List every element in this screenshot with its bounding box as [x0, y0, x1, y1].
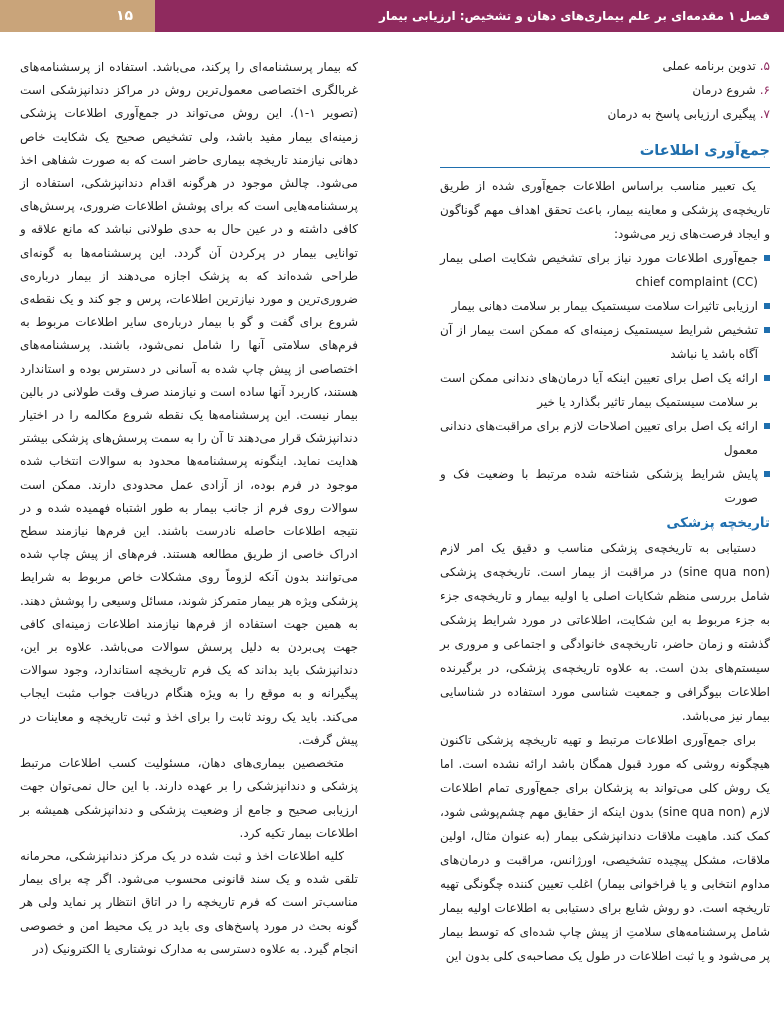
- body-paragraph: که بیمار پرسشنامه‌ای را پرکند، می‌باشد. استفاده از پرسشنامه‌های غربالگری اختصاصی معمول‌ترین روش در مراکز دندانپزشکی است (تصویر ۱-۱). این روش می‌تواند در جمع‌آوری اطلاعات پزشکی زمینه‌ای بیمار مفید باشد، ولی تشخیص صحیح یک شکایت خاص دهانی نیازمند تاریخچه بیماری حاضر است که به صورت شفاهی اخذ می‌شود. چالش موجود در هرگونه اقدام دندانپزشکی، استفاده از پرسشنامه‌هایی است که برای پوشش اطلاعات ضروری، پرسش‌های کافی داشته و در عین حال به حدی طولانی نباشد که مانع علاقه و توانایی بیمار در پرکردن آن گردد. این پرسشنامه‌ها به گونه‌ای طراحی شده‌اند که به پزشک اجازه می‌دهند از بیمار درباره‌ی ضروری‌ترین و مورد نیازترین اطلاعات، پرس و جو کند و یک نقطه‌ی شروع برای گفت و گو با بیمار درباره‌ی سایر اطلاعات مربوط به فرم‌های سلامتی آنها را شامل نمی‌شود، باشند. پرسشنامه‌های اختصاصی از پیش چاپ شده به آسانی در دسترس بوده و استاندارد هستند، کاربرد آنها ساده است و نیازمند صرف وقت طولانی در بالین بیمار نیست. این پرسشنامه‌ها یک نقطه شروع مکالمه را در اختیار دندانپزشک قرار می‌دهند تا آن را به سمت پرسش‌های پزشکی بیشتر هدایت نماید. اینگونه پرسشنامه‌ها محدود به سوالات انتخاب شده موجود در فرم بوده، از آزادی عمل محدودی دارند. ممکن است سوالات روی فرم از جانب بیمار به طور اشتباه فهمیده شده و در نتیجه اطلاعات حاصله نادرست باشند. این فرم‌ها نیازمند سطح ادراک خاصی از طریق مطالعه هستند. فرم‌های از پیش چاپ شده می‌توانند بدون آنکه لزوماً روی مشکلات خاص مربوط به شرایط پزشکی ویژه هر بیمار متمرکز شوند، مسائل وسیعی را پوشش دهند. به همین جهت استفاده از فرم‌ها نیازمند اطلاعات زمینه‌ای کافی جهت پی‌بردن به دلیل پرسش سوالات می‌باشد. علاوه بر این، دندانپزشک باید بداند که یک فرم تاریخچه استاندارد، وجود سوالات پیگیرانه و به موقع را به ویژه هنگام دریافت جواب مثبت ایجاب می‌کند. باید یک روند ثابت را برای اخذ و ثبت تاریخچه و معاینات در پیش گرفت.: [20, 60, 358, 747]
- bullet-text: پایش شرایط پزشکی شناخته شده مرتبط با وضعیت فک و صورت: [440, 467, 758, 505]
- square-bullet-icon: [764, 303, 770, 309]
- list-item: [440, 102, 770, 126]
- bullet-item: [440, 414, 770, 462]
- list-item: [440, 78, 770, 102]
- square-bullet-icon: [764, 423, 770, 429]
- body-paragraph: دستیابی به تاریخچه‌ی پزشکی مناسب و دقیق یک امر لازم (sine qua non) در مراقبت از بیمار است. تاریخچه‌ی پزشکی شامل بررسی منظم شکایات اصلی یا اولیه بیمار و تاریخچه‌ی جزء به جزء مربوط به این شکایت، اطلاعاتی در مورد شرایط پزشکی گذشته و زمان حاضر، تاریخچه‌ی خانوادگی و اجتماعی و مروری بر سیستم‌های بدن است. به علاوه تاریخچه‌ی پزشکی، در برگیرنده اطلاعات بیوگرافی و جمعیت شناسی مورد استفاده در شناسایی بیمار نیز می‌باشد.: [440, 541, 770, 723]
- section-intro: یک تعبیر مناسب براساس اطلاعات جمع‌آوری شده از طریق تاریخچه‌ی پزشکی و معاینه بیمار، باعث تحقق اهداف مهم گوناگون و ایجاد فرصت‌های زیر می‌شود:: [440, 179, 770, 241]
- body-paragraph: برای جمع‌آوری اطلاعات مرتبط و تهیه تاریخچه پزشکی تاکنون هیچگونه روشی که مورد قبول همگان باشد ارائه نشده است. اما یک روش کلی می‌تواند به پزشکان برای جمع‌آوری تمام اطلاعات لازم (sine qua non) بدون اینکه از حقایق مهم چشم‌پوشی شود، کمک کند. ماهیت ملاقات دندانپزشکی بیمار (به عنوان مثال، اولین ملاقات، مشکل پیچیده تشخیصی، اورژانس، مراقبت و درمان‌های مداوم انتخابی و یا فراخوانی بیمار) اغلب تعیین کننده چگونگی تهیه تاریخچه است. دو روش شایع برای دستیابی به اطلاعات اولیه بیمار شامل پرسشنامه‌های سلامتِ از پیش چاپ شده‌ای که توسط بیمار پر می‌شود و یا ثبت اطلاعات در طول یک مصاحبه‌ی کلی بدون این: [440, 733, 770, 963]
- list-number: ۵.: [759, 59, 770, 73]
- bullet-item: [440, 246, 770, 294]
- bullet-item: [440, 462, 770, 510]
- square-bullet-icon: [764, 255, 770, 261]
- body-paragraph: متخصصین بیماری‌های دهان، مسئولیت کسب اطلاعات مرتبط پزشکی و دندانپزشکی را بر عهده دارند. با این حال نمی‌توان جهت ارزیابی صحیح و جامع از وضعیت پزشکی و دندانپزشکی همیشه بر اطلاعات بیمار تکیه کرد.: [20, 756, 358, 840]
- square-bullet-icon: [764, 375, 770, 381]
- bullet-item: [440, 318, 770, 366]
- square-bullet-icon: [764, 471, 770, 477]
- page-header: [0, 0, 784, 32]
- bullet-text: ارائه یک اصل برای تعیین اینکه آیا درمان‌های دندانی ممکن است بر سلامت سیستمیک بیمار تاثیر بگذارد یا خیر: [440, 371, 758, 409]
- list-text: شروع درمان: [692, 83, 760, 97]
- section-heading: جمع‌آوری اطلاعات: [440, 140, 770, 168]
- subsection-heading: تاریخچه پزشکی: [666, 515, 770, 531]
- left-column: [20, 56, 358, 961]
- list-number: ۶.: [759, 83, 770, 97]
- list-text: تدوین برنامه عملی: [662, 59, 760, 73]
- bullet-text: ارائه یک اصل برای تعیین اصلاحات لازم برای مراقبت‌های دندانی معمول: [440, 419, 758, 457]
- bullet-text: جمع‌آوری اطلاعات مورد نیاز برای تشخیص شکایت اصلی بیمار chief complaint (CC): [440, 251, 758, 289]
- list-item: [440, 54, 770, 78]
- chapter-title: فصل ۱ مقدمه‌ای بر علم بیماری‌های دهان و تشخیص: ارزیابی بیمار: [378, 9, 770, 23]
- bullet-item: [440, 366, 770, 414]
- numbered-list: [440, 54, 770, 126]
- right-column: [440, 54, 770, 968]
- square-bullet-icon: [764, 327, 770, 333]
- bullet-text: ارزیابی تاثیرات سلامت سیستمیک بیمار بر سلامت دهانی بیمار: [451, 299, 758, 313]
- bullet-item: [440, 294, 770, 318]
- body-paragraph: کلیه اطلاعات اخذ و ثبت شده در یک مرکز دندانپزشکی، محرمانه تلقی شده و یک سند قانونی محسوب می‌شود. اگر چه برای بیمار مناسب‌تر است که فرم تاریخچه را در اتاق انتظار پر نماید ولی هر گونه بحث در مورد پاسخ‌های وی باید در یک محیط امن و خصوصی انجام گیرد. به علاوه دسترسی به مدارک نوشتاری یا الکترونیک (در: [20, 848, 358, 956]
- list-text: پیگیری ارزیابی پاسخ به درمان: [607, 107, 760, 121]
- list-number: ۷.: [759, 107, 770, 121]
- page-number: ۱۵: [0, 0, 155, 32]
- bullet-text: تشخیص شرایط سیستمیک زمینه‌ای که ممکن است بیمار از آن آگاه باشد یا نباشد: [440, 323, 758, 361]
- bullet-list: [440, 246, 770, 510]
